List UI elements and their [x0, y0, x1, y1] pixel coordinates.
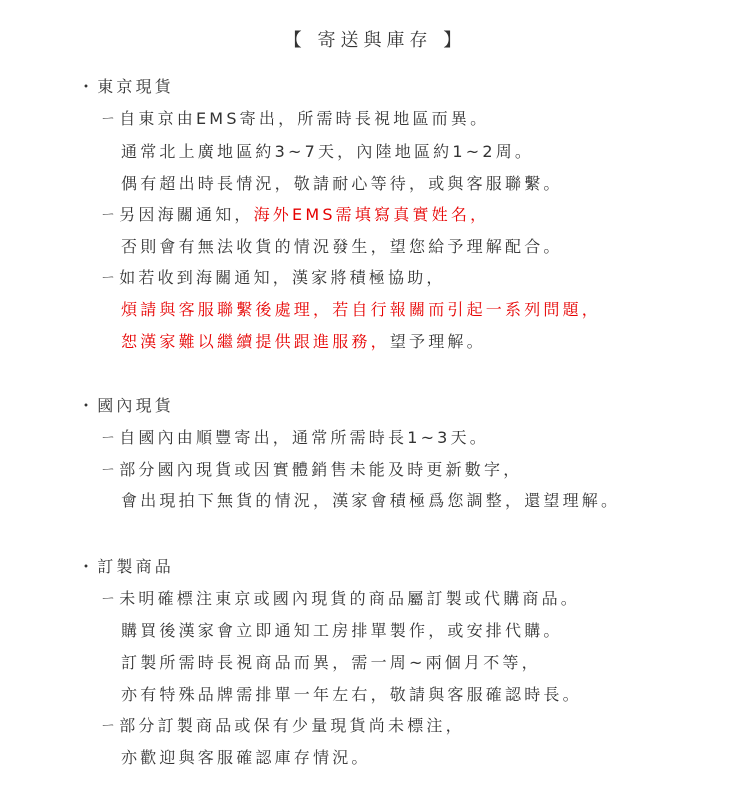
highlight-text: 煩請與客服聯繫後處理，若自行報關而引起一系列問題，	[121, 300, 602, 319]
line-text: 會出現拍下無貨的情況，漢家會積極爲您調整，還望理解。	[121, 491, 621, 510]
section-heading: ・東京現貨	[78, 77, 175, 96]
text-line	[100, 428, 489, 448]
highlight-text: 恕漢家難以繼續提供跟進服務，	[121, 332, 390, 351]
line-text: 通常北上廣地區約3~7天，內陸地區約1~2周。	[121, 142, 535, 161]
line-text: ㄧ如若收到海關通知，漢家將積極協助，	[100, 268, 446, 287]
line-text: 亦有特殊品牌需排單一年左右，敬請與客服確認時長。	[121, 685, 582, 704]
highlight-text: 海外EMS需填寫真實姓名，	[253, 205, 490, 224]
text-line	[100, 205, 489, 225]
line-text: ㄧ另因海關通知，	[100, 205, 254, 224]
line-text: 望予理解。	[389, 332, 486, 351]
page-title: 【 寄送與庫存 】	[283, 30, 467, 51]
line-text: ㄧ自國內由順豐寄出，通常所需時長1~3天。	[100, 428, 489, 447]
line-text: 購買後漢家會立即通知工房排單製作，或安排代購。	[121, 621, 563, 640]
line-text: 否則會有無法收貨的情況發生，望您給予理解配合。	[121, 237, 563, 256]
line-text: ㄧ部分國內現貨或因實體銷售未能及時更新數字，	[100, 460, 523, 479]
text-line	[121, 491, 620, 511]
line-text: ㄧ未明確標注東京或國內現貨的商品屬訂製或代購商品。	[100, 589, 581, 608]
section-heading: ・國內現貨	[78, 396, 175, 415]
text-line	[100, 589, 580, 609]
text-line	[121, 621, 563, 641]
text-line	[121, 237, 563, 257]
text-line	[121, 653, 541, 673]
text-line	[121, 142, 534, 162]
section-heading: ・訂製商品	[78, 557, 175, 576]
line-text: 訂製所需時長視商品而異，需一周~兩個月不等，	[121, 653, 541, 672]
text-line	[121, 300, 601, 320]
line-text: ㄧ部分訂製商品或保有少量現貨尚未標注，	[100, 716, 465, 735]
text-line	[100, 109, 489, 129]
line-text: 亦歡迎與客服確認庫存情況。	[121, 748, 371, 767]
text-line	[100, 460, 522, 480]
line-text: ㄧ自東京由EMS寄出，所需時長視地區而異。	[100, 109, 490, 128]
text-line	[121, 332, 486, 352]
text-line	[100, 268, 446, 288]
text-line	[121, 685, 582, 705]
text-line	[121, 174, 563, 194]
text-line	[100, 716, 465, 736]
line-text: 偶有超出時長情況，敬請耐心等待，或與客服聯繫。	[121, 174, 563, 193]
text-line	[121, 748, 371, 768]
